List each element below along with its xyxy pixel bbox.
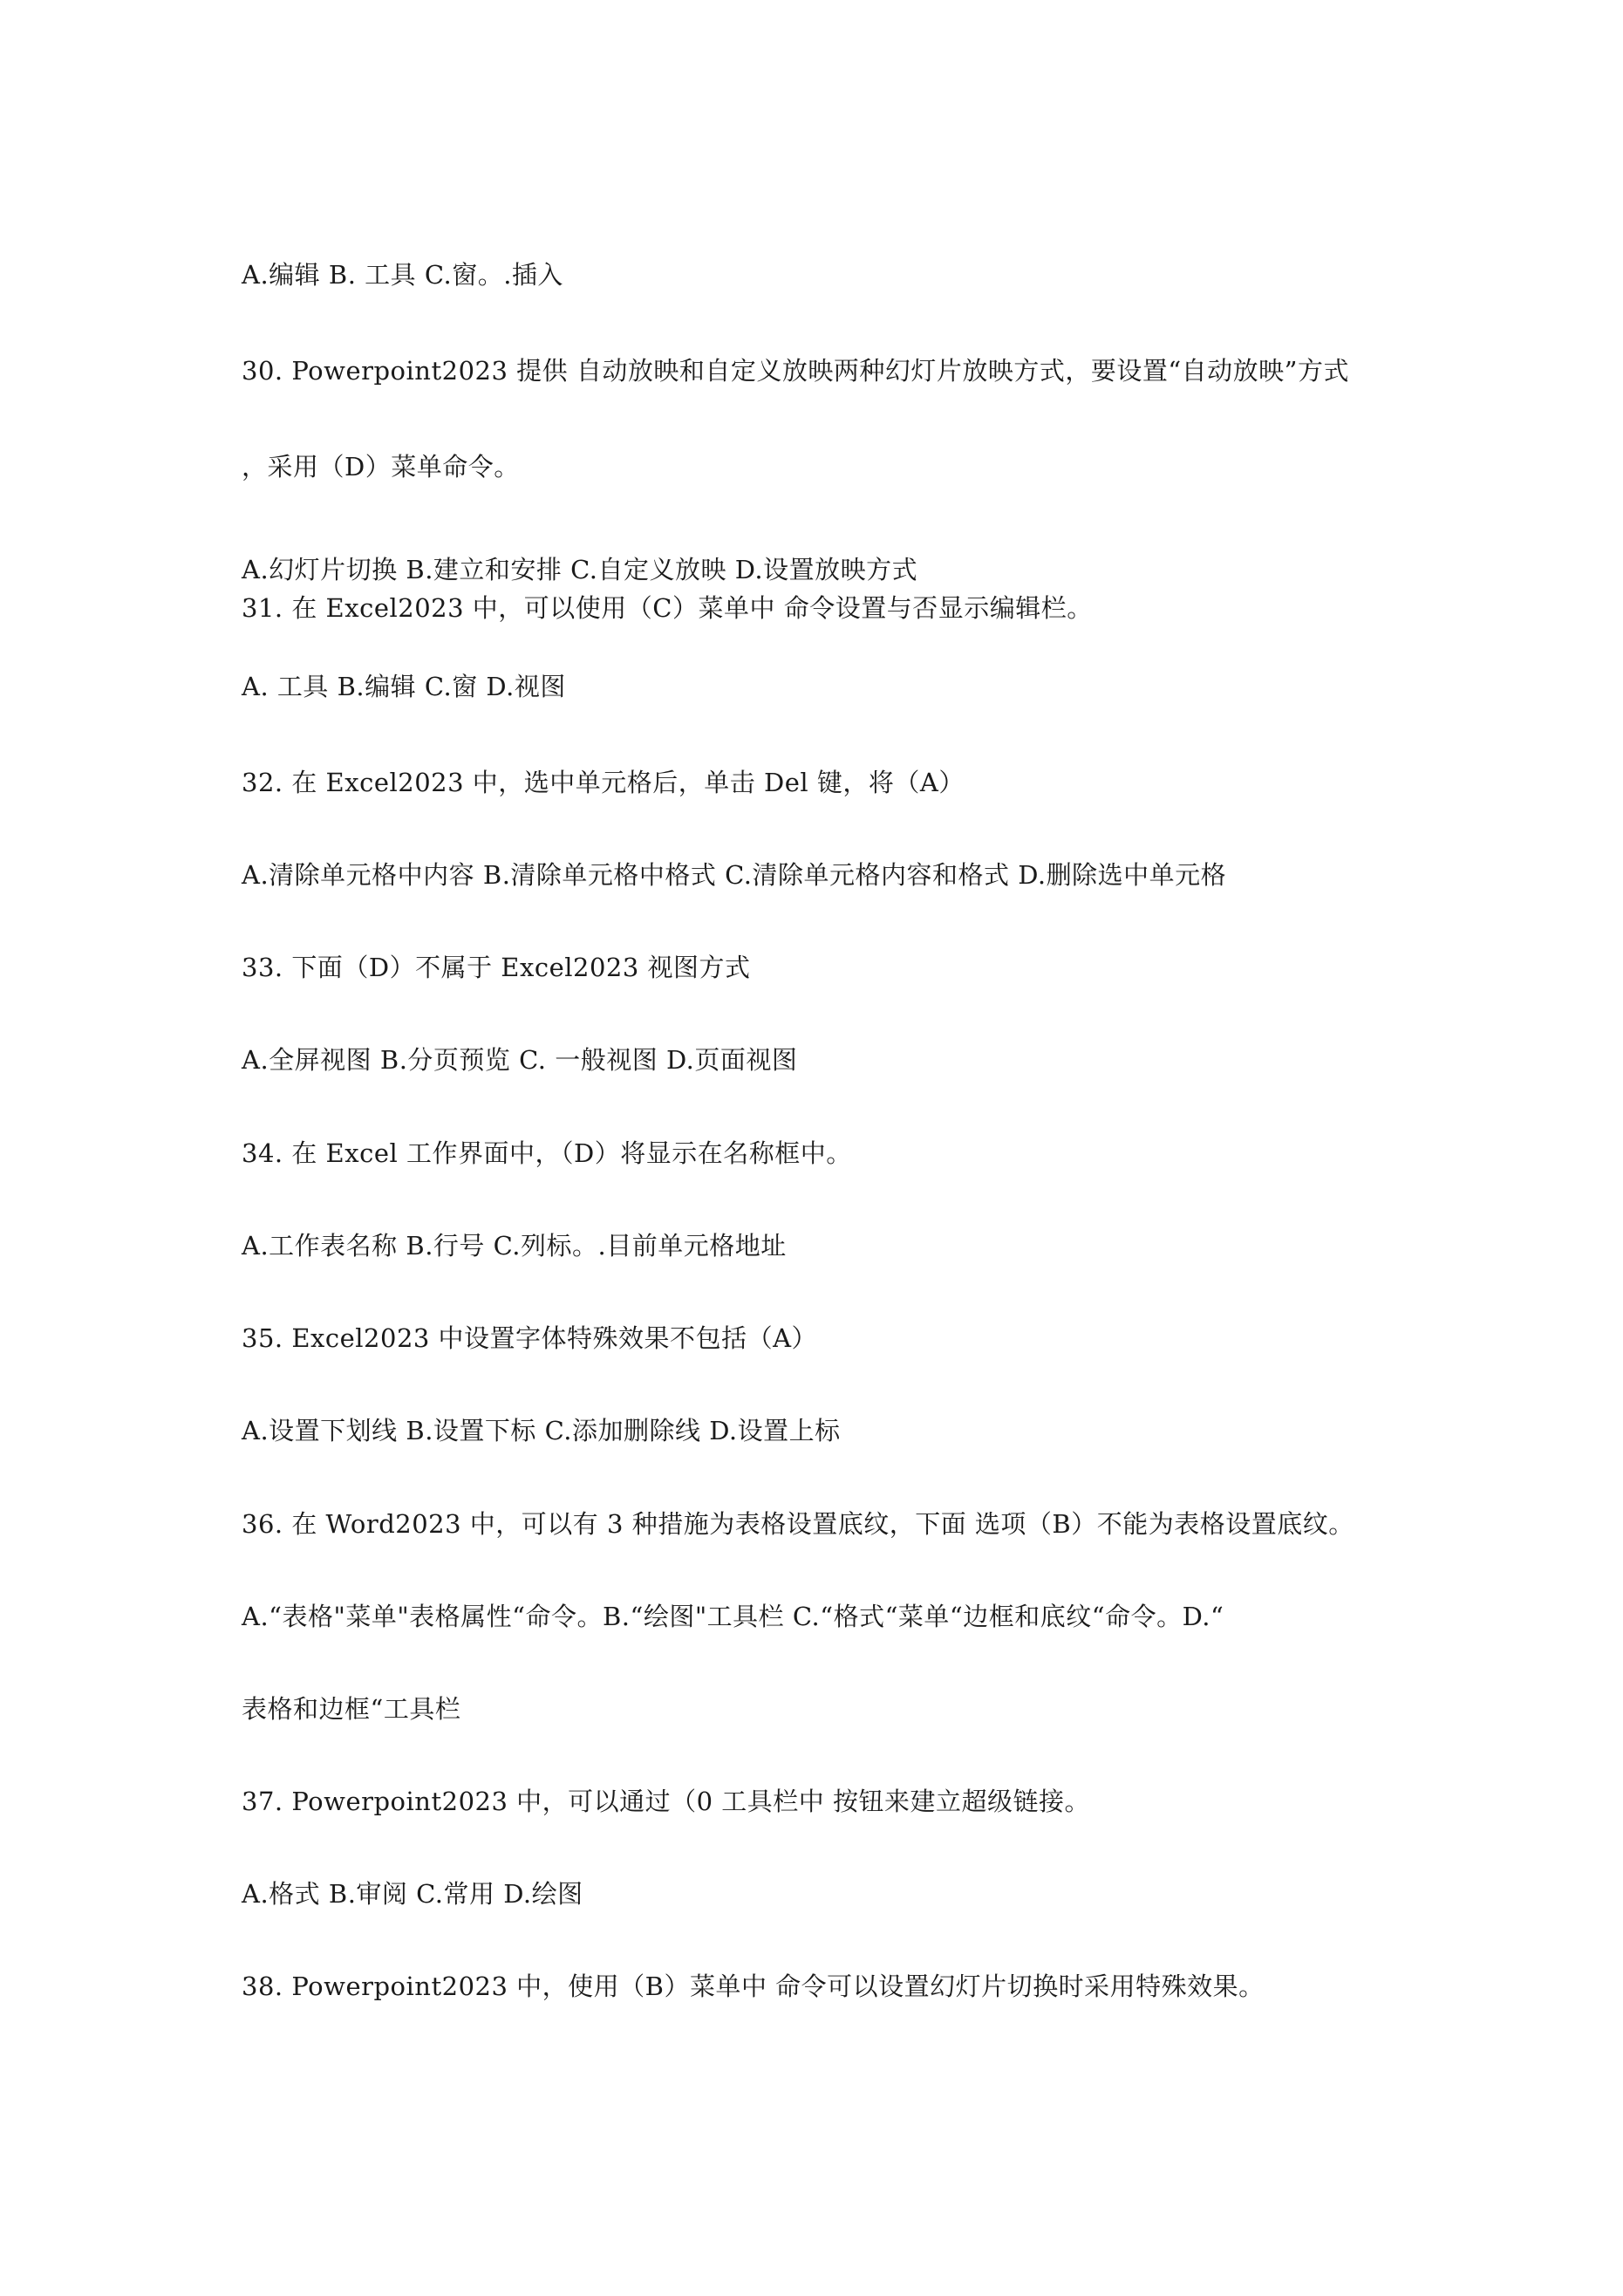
answer-options-34: A.工作表名称 B.行号 C.列标。.目前单元格地址 [242,1231,787,1261]
question-38: 38. Powerpoint2023 中，使用（B）菜单中 命令可以设置幻灯片切换时采用特殊效果。 [242,1971,1265,2001]
answer-options-35: A.设置下划线 B.设置下标 C.添加删除线 D.设置上标 [242,1416,841,1445]
question-31: 31. 在 Excel2023 中，可以使用（C）菜单中 命令设置与否显示编辑栏。 [242,593,1093,623]
answer-options-33: A.全屏视图 B.分页预览 C. 一般视图 D.页面视图 [242,1045,798,1075]
answer-options-36: A.“表格"菜单"表格属性“命令。B.“绘图"工具栏 C.“格式“菜单“边框和底纹“命令。D.“ [242,1602,1224,1631]
question-37: 37. Powerpoint2023 中，可以通过（0 工具栏中 按钮来建立超级链接。 [242,1787,1091,1816]
question-33: 33. 下面（D）不属于 Excel2023 视图方式 [242,953,751,982]
question-32: 32. 在 Excel2023 中，选中单元格后，单击 Del 键，将（A） [242,768,965,797]
question-30: 30. Powerpoint2023 提供 自动放映和自定义放映两种幻灯片放映方式，要设置“自动放映”方式 [242,356,1350,386]
question-30-continued: ，采用（D）菜单命令。 [242,452,520,482]
answer-options-36-continued: 表格和边框“工具栏 [242,1694,461,1724]
answer-options-30: A.幻灯片切换 B.建立和安排 C.自定义放映 D.设置放映方式 [242,555,918,584]
answer-options-29: A.编辑 B. 工具 C.窗。.插入 [242,260,563,290]
question-35: 35. Excel2023 中设置字体特殊效果不包括（A） [242,1323,818,1353]
answer-options-31: A. 工具 B.编辑 C.窗 D.视图 [242,672,566,701]
question-34: 34. 在 Excel 工作界面中，（D）将显示在名称框中。 [242,1138,852,1168]
answer-options-32: A.清除单元格中内容 B.清除单元格中格式 C.清除单元格内容和格式 D.删除选中单元格 [242,860,1227,890]
answer-options-37: A.格式 B.审阅 C.常用 D.绘图 [242,1879,583,1909]
question-36: 36. 在 Word2023 中，可以有 3 种措施为表格设置底纹，下面 选项（B）不能为表格设置底纹。 [242,1509,1354,1539]
